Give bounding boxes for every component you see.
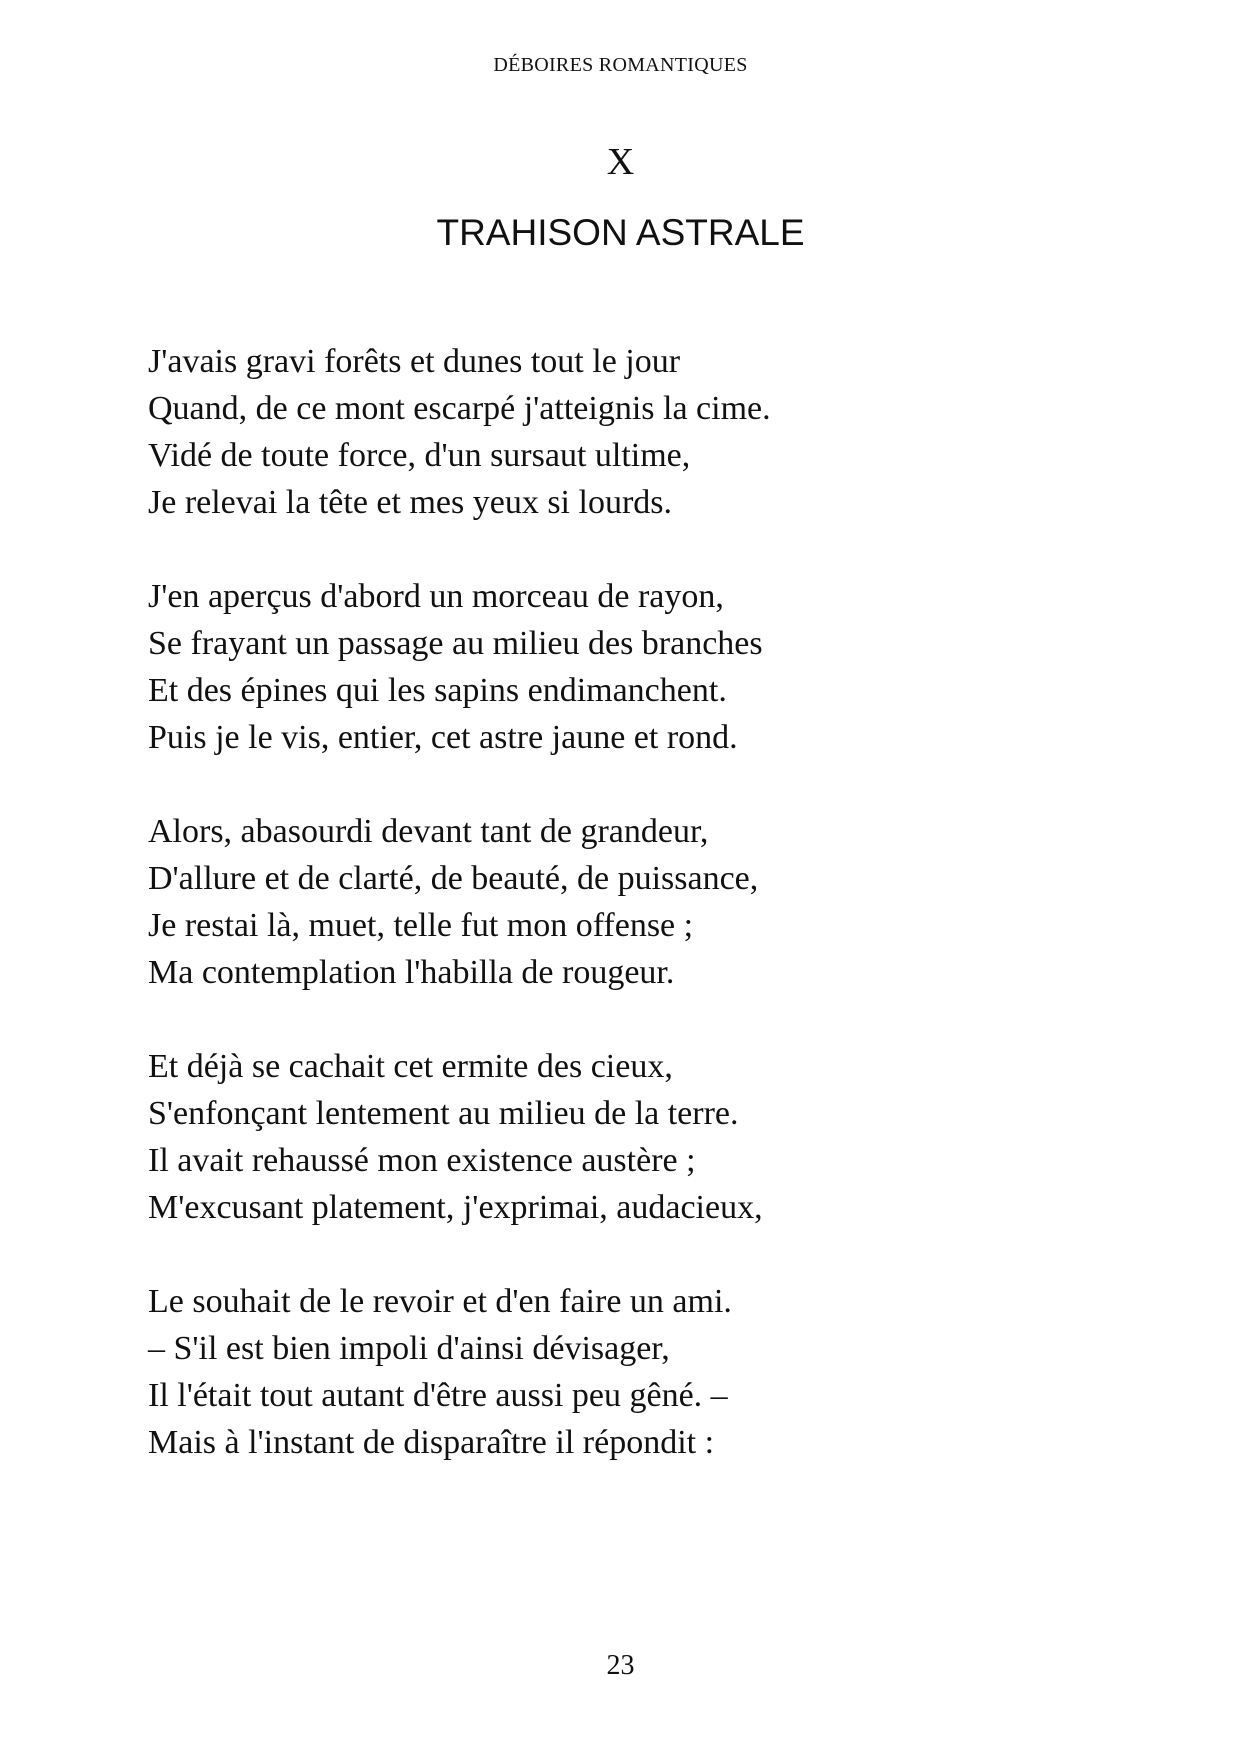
verse-line: Vidé de toute force, d'un sursaut ultime,: [148, 437, 691, 474]
verse-line: D'allure et de clarté, de beauté, de puissance,: [148, 860, 759, 897]
verse-line: Puis je le vis, entier, cet astre jaune et rond.: [148, 719, 738, 756]
stanza: [148, 808, 1148, 996]
verse-line: Je relevai la tête et mes yeux si lourds.: [148, 484, 672, 521]
verse-line: Mais à l'instant de disparaître il répondit :: [148, 1424, 715, 1461]
page-number: 23: [606, 1650, 635, 1681]
verse-line: J'avais gravi forêts et dunes tout le jour: [148, 343, 681, 380]
poem-number: X: [606, 141, 635, 183]
stanza: [148, 1043, 1148, 1231]
verse-line: J'en aperçus d'abord un morceau de rayon,: [148, 578, 724, 615]
verse-line: Il l'était tout autant d'être aussi peu gêné. –: [148, 1377, 728, 1414]
verse-line: M'excusant platement, j'exprimai, audacieux,: [148, 1189, 763, 1226]
verse-line: Je restai là, muet, telle fut mon offense ;: [148, 907, 694, 944]
running-header: DÉBOIRES ROMANTIQUES: [493, 54, 748, 76]
verse-line: Le souhait de le revoir et d'en faire un ami.: [148, 1283, 732, 1320]
verse-line: Et déjà se cachait cet ermite des cieux,: [148, 1048, 673, 1085]
verse-line: Se frayant un passage au milieu des branches: [148, 625, 763, 662]
verse-line: Ma contemplation l'habilla de rougeur.: [148, 954, 675, 991]
stanza: [148, 338, 1148, 526]
verse-line: Alors, abasourdi devant tant de grandeur,: [148, 813, 709, 850]
poem-body: [148, 338, 1148, 1513]
verse-line: – S'il est bien impoli d'ainsi dévisager,: [148, 1330, 670, 1367]
verse-line: Quand, de ce mont escarpé j'atteignis la cime.: [148, 390, 771, 427]
stanza: [148, 573, 1148, 761]
poem-title: TRAHISON ASTRALE: [436, 212, 805, 253]
verse-line: Il avait rehaussé mon existence austère ;: [148, 1142, 696, 1179]
verse-line: S'enfonçant lentement au milieu de la terre.: [148, 1095, 739, 1132]
verse-line: Et des épines qui les sapins endimanchent.: [148, 672, 727, 709]
stanza: [148, 1278, 1148, 1466]
